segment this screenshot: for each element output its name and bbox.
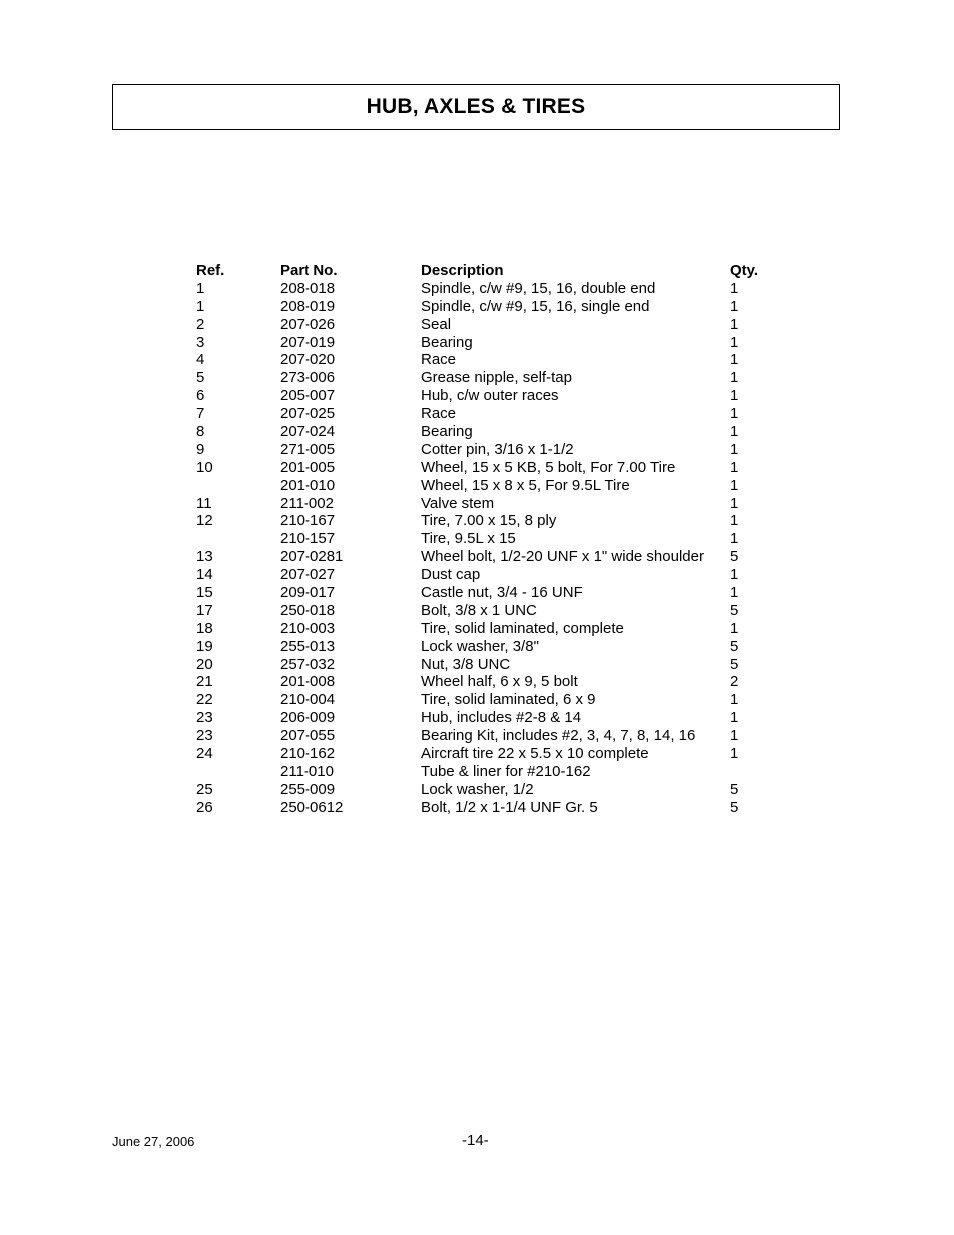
- parts-table: [196, 262, 770, 817]
- cell-part: 271-005: [280, 440, 336, 458]
- cell-ref: 20: [196, 655, 213, 673]
- table-row: [196, 566, 770, 584]
- cell-ref: 15: [196, 584, 213, 602]
- table-row: [196, 799, 770, 817]
- cell-ref: 10: [196, 458, 213, 476]
- table-row: [196, 709, 770, 727]
- cell-desc: Spindle, c/w #9, 15, 16, double end: [421, 279, 656, 297]
- table-row: [196, 316, 770, 334]
- table-row: [196, 512, 770, 530]
- cell-ref: 1: [196, 297, 205, 315]
- header-part: Part No.: [280, 262, 338, 279]
- cell-part: 205-007: [280, 387, 336, 405]
- cell-part: 211-002: [280, 494, 334, 512]
- cell-part: 207-026: [280, 315, 336, 333]
- cell-qty: 1: [730, 476, 739, 494]
- cell-qty: 1: [730, 745, 739, 763]
- cell-part: 210-167: [280, 512, 336, 530]
- cell-desc: Lock washer, 3/8": [421, 637, 539, 655]
- cell-ref: 23: [196, 709, 213, 727]
- cell-desc: Cotter pin, 3/16 x 1-1/2: [421, 440, 574, 458]
- table-row: [196, 602, 770, 620]
- cell-qty: 5: [730, 655, 739, 673]
- table-row: [196, 495, 770, 513]
- cell-ref: 4: [196, 351, 205, 369]
- cell-ref: 5: [196, 369, 205, 387]
- cell-ref: 9: [196, 440, 205, 458]
- cell-desc: Bolt, 3/8 x 1 UNC: [421, 601, 537, 619]
- cell-part: 250-018: [280, 601, 336, 619]
- cell-desc: Hub, c/w outer races: [421, 387, 559, 405]
- cell-ref: 7: [196, 405, 205, 423]
- cell-part: 210-003: [280, 619, 336, 637]
- cell-part: 255-009: [280, 780, 336, 798]
- cell-part: 207-0281: [280, 548, 344, 566]
- table-row: [196, 691, 770, 709]
- cell-desc: Castle nut, 3/4 - 16 UNF: [421, 584, 583, 602]
- cell-ref: [196, 763, 280, 781]
- cell-qty: 5: [730, 798, 739, 816]
- cell-qty: 1: [730, 387, 739, 405]
- table-row: [196, 441, 770, 459]
- cell-qty: 1: [730, 727, 739, 745]
- cell-qty: 5: [730, 780, 739, 798]
- cell-qty: 1: [730, 315, 739, 333]
- table-row: [196, 405, 770, 423]
- cell-desc: Bearing Kit, includes #2, 3, 4, 7, 8, 14, 16: [421, 727, 696, 745]
- cell-part: 206-009: [280, 709, 336, 727]
- cell-qty: 5: [730, 601, 739, 619]
- table-row: [196, 298, 770, 316]
- cell-part: 255-013: [280, 637, 336, 655]
- cell-qty: 1: [730, 440, 739, 458]
- cell-desc: Tire, 7.00 x 15, 8 ply: [421, 512, 557, 530]
- header-qty: Qty.: [730, 262, 759, 279]
- cell-desc: Bearing: [421, 333, 473, 351]
- cell-desc: Lock washer, 1/2: [421, 780, 534, 798]
- cell-part: 207-019: [280, 333, 336, 351]
- cell-part: 201-005: [280, 458, 336, 476]
- table-row: [196, 459, 770, 477]
- cell-part: 207-024: [280, 423, 336, 441]
- cell-part: 257-032: [280, 655, 336, 673]
- table-row: [196, 530, 770, 548]
- cell-part: 273-006: [280, 369, 336, 387]
- table-row: [196, 351, 770, 369]
- cell-qty: 1: [730, 297, 739, 315]
- page-title: HUB, AXLES & TIRES: [366, 95, 586, 118]
- table-row: [196, 387, 770, 405]
- cell-qty: 5: [730, 637, 739, 655]
- cell-ref: 11: [196, 494, 212, 512]
- cell-desc: Wheel bolt, 1/2-20 UNF x 1" wide shoulder: [421, 548, 704, 566]
- cell-qty: 2: [730, 673, 739, 691]
- cell-part: 207-027: [280, 566, 336, 584]
- cell-ref: 21: [196, 673, 213, 691]
- table-row: [196, 763, 770, 781]
- cell-qty: 1: [730, 279, 739, 297]
- cell-ref: 2: [196, 315, 205, 333]
- cell-desc: Spindle, c/w #9, 15, 16, single end: [421, 297, 650, 315]
- cell-qty: 1: [730, 423, 739, 441]
- cell-part: 208-018: [280, 279, 336, 297]
- cell-qty: 1: [730, 351, 739, 369]
- cell-qty: 1: [730, 494, 739, 512]
- table-row: [196, 584, 770, 602]
- cell-qty: 1: [730, 369, 739, 387]
- table-row: [196, 280, 770, 298]
- table-row: [196, 673, 770, 691]
- cell-ref: [196, 477, 280, 495]
- cell-ref: 14: [196, 566, 213, 584]
- cell-qty: 1: [730, 405, 739, 423]
- cell-desc: Wheel, 15 x 8 x 5, For 9.5L Tire: [421, 476, 630, 494]
- table-row: [196, 423, 770, 441]
- cell-ref: 17: [196, 601, 213, 619]
- cell-qty: 1: [730, 458, 739, 476]
- cell-qty: 1: [730, 512, 739, 530]
- cell-desc: Dust cap: [421, 566, 481, 584]
- table-row: [196, 638, 770, 656]
- cell-desc: Valve stem: [421, 494, 495, 512]
- cell-qty: 1: [730, 584, 739, 602]
- cell-part: 209-017: [280, 584, 336, 602]
- table-row: [196, 656, 770, 674]
- cell-part: 210-162: [280, 745, 336, 763]
- cell-part: 211-010: [280, 762, 334, 780]
- cell-desc: Nut, 3/8 UNC: [421, 655, 511, 673]
- cell-part: 210-004: [280, 691, 336, 709]
- table-row: [196, 334, 770, 352]
- cell-part: 207-025: [280, 405, 336, 423]
- footer-date: June 27, 2006: [112, 1134, 195, 1149]
- cell-part: 250-0612: [280, 798, 344, 816]
- cell-part: 201-010: [280, 476, 336, 494]
- cell-part: 201-008: [280, 673, 336, 691]
- table-row: [196, 620, 770, 638]
- cell-part: 207-055: [280, 727, 336, 745]
- cell-desc: Bolt, 1/2 x 1-1/4 UNF Gr. 5: [421, 798, 598, 816]
- title-box: [112, 84, 840, 130]
- cell-qty: 1: [730, 333, 739, 351]
- cell-ref: 8: [196, 423, 205, 441]
- cell-qty: 1: [730, 530, 739, 548]
- cell-ref: 22: [196, 691, 213, 709]
- cell-ref: 26: [196, 798, 213, 816]
- header-ref: Ref.: [196, 262, 225, 279]
- cell-ref: 19: [196, 637, 213, 655]
- cell-ref: 3: [196, 333, 205, 351]
- cell-ref: 24: [196, 745, 213, 763]
- cell-ref: 1: [196, 279, 205, 297]
- cell-ref: 23: [196, 727, 213, 745]
- cell-desc: Hub, includes #2-8 & 14: [421, 709, 582, 727]
- cell-ref: 13: [196, 548, 213, 566]
- cell-part: 210-157: [280, 530, 336, 548]
- cell-desc: Race: [421, 351, 457, 369]
- cell-ref: [196, 530, 280, 548]
- cell-desc: Tire, 9.5L x 15: [421, 530, 516, 548]
- cell-desc: Race: [421, 405, 457, 423]
- table-row: [196, 745, 770, 763]
- cell-qty: 1: [730, 566, 739, 584]
- cell-desc: Wheel half, 6 x 9, 5 bolt: [421, 673, 578, 691]
- cell-ref: 12: [196, 512, 213, 530]
- cell-part: 207-020: [280, 351, 336, 369]
- page-number: -14-: [462, 1132, 489, 1149]
- cell-desc: Seal: [421, 315, 452, 333]
- cell-ref: 25: [196, 780, 213, 798]
- cell-qty: 5: [730, 548, 739, 566]
- header-desc: Description: [421, 262, 504, 279]
- cell-desc: Wheel, 15 x 5 KB, 5 bolt, For 7.00 Tire: [421, 458, 676, 476]
- cell-ref: 18: [196, 619, 213, 637]
- cell-desc: Tube & liner for #210-162: [421, 762, 591, 780]
- cell-part: 208-019: [280, 297, 336, 315]
- cell-qty: [730, 763, 770, 781]
- cell-qty: 1: [730, 691, 739, 709]
- cell-desc: Tire, solid laminated, 6 x 9: [421, 691, 596, 709]
- table-row: [196, 548, 770, 566]
- table-row: [196, 369, 770, 387]
- cell-desc: Aircraft tire 22 x 5.5 x 10 complete: [421, 745, 649, 763]
- table-row: [196, 477, 770, 495]
- cell-qty: 1: [730, 619, 739, 637]
- cell-desc: Tire, solid laminated, complete: [421, 619, 624, 637]
- table-row: [196, 727, 770, 745]
- cell-desc: Grease nipple, self-tap: [421, 369, 572, 387]
- cell-desc: Bearing: [421, 423, 473, 441]
- cell-ref: 6: [196, 387, 205, 405]
- table-row: [196, 781, 770, 799]
- table-header-row: [196, 262, 770, 280]
- cell-qty: 1: [730, 709, 739, 727]
